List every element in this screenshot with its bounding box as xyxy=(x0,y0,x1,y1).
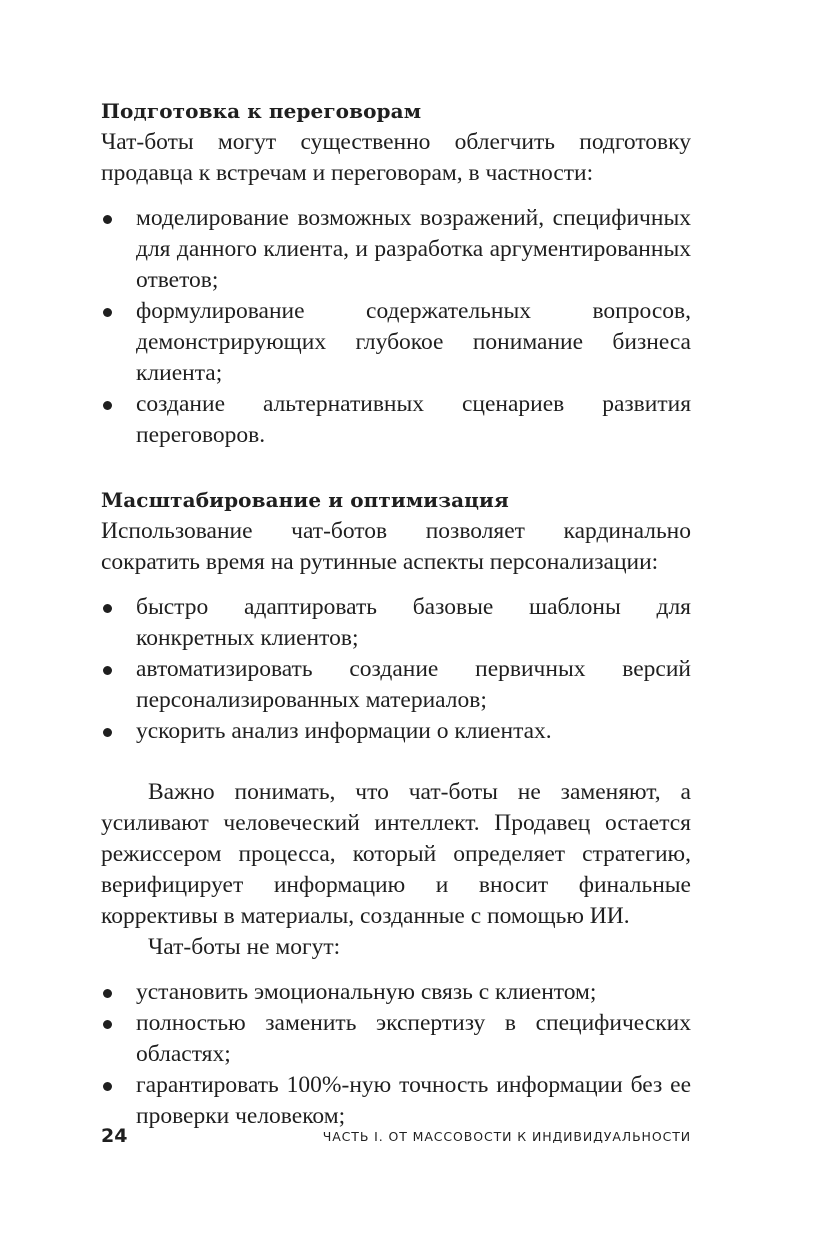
list-item-text: гарантировать 100%-ную точность информации без ее проверки человеком; xyxy=(136,1072,691,1129)
closing-lead-in: Чат-боты не могут: xyxy=(148,934,341,960)
section-intro-negotiation-prep: Чат-боты могут существенно облегчить подготовку продавца к встречам и переговорам, в частности: xyxy=(101,129,691,186)
bullet-list-negotiation-prep xyxy=(101,203,691,451)
bullet-icon xyxy=(103,401,112,410)
section-intro-scaling: Использование чат-ботов позволяет кардинально сократить время на рутинные аспекты персонализации: xyxy=(101,518,691,575)
list-item-text: полностью заменить экспертизу в специфических областях; xyxy=(136,1010,691,1067)
page-number: 24 xyxy=(101,1125,128,1147)
list-item xyxy=(101,389,691,451)
bullet-icon xyxy=(103,308,112,317)
bullet-icon xyxy=(103,989,112,998)
list-item-text: быстро адаптировать базовые шаблоны для конкретных клиентов; xyxy=(136,594,691,651)
list-item xyxy=(101,203,691,296)
list-item-text: установить эмоциональную связь с клиентом; xyxy=(136,979,597,1005)
list-item-text: автоматизировать создание первичных версий персонализированных материалов; xyxy=(136,656,691,713)
list-item xyxy=(101,592,691,654)
bullet-icon xyxy=(103,728,112,737)
list-item-text: формулирование содержательных вопросов, демонстрирующих глубокое понимание бизнеса клиента; xyxy=(136,298,691,386)
bullet-list-limitations xyxy=(101,977,691,1132)
list-item xyxy=(101,1008,691,1070)
closing-paragraph: Важно понимать, что чат-боты не заменяют, а усиливают человеческий интеллект. Продавец остается режиссером процесса, который определяет стратегию, верифицирует информацию и вносит финальные коррективы в материалы, созданные с помощью ИИ. xyxy=(101,779,691,929)
list-item xyxy=(101,296,691,389)
bullet-icon xyxy=(103,604,112,613)
page-body xyxy=(101,96,691,1132)
bullet-icon xyxy=(103,215,112,224)
section-heading-negotiation-prep: Подготовка к переговорам xyxy=(101,99,422,123)
bullet-list-scaling xyxy=(101,592,691,747)
list-item-text: ускорить анализ информации о клиентах. xyxy=(136,718,552,744)
list-item xyxy=(101,654,691,716)
list-item xyxy=(101,1070,691,1132)
running-head: ЧАСТЬ I. ОТ МАССОВОСТИ К ИНДИВИДУАЛЬНОСТИ xyxy=(322,1129,691,1144)
bullet-icon xyxy=(103,1082,112,1091)
list-item xyxy=(101,977,691,1008)
list-item-text: создание альтернативных сценариев развития переговоров. xyxy=(136,391,691,448)
bullet-icon xyxy=(103,666,112,675)
bullet-icon xyxy=(103,1020,112,1029)
list-item-text: моделирование возможных возражений, специфичных для данного клиента, и разработка аргументированных ответов; xyxy=(136,205,691,293)
page-footer xyxy=(101,1124,691,1148)
list-item xyxy=(101,716,691,747)
section-heading-scaling: Масштабирование и оптимизация xyxy=(101,488,509,512)
